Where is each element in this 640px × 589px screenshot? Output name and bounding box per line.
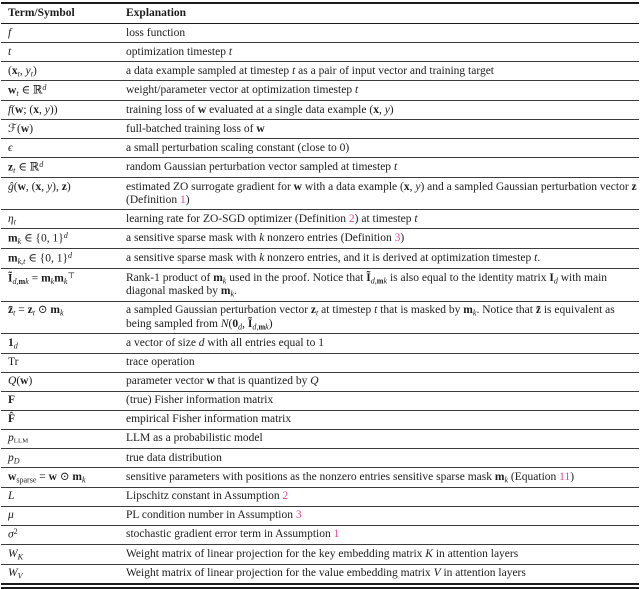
text-segment: z (61, 180, 67, 193)
text-segment: t (8, 45, 12, 58)
text-segment: k (25, 276, 29, 286)
text-segment: k (472, 308, 477, 318)
text-segment: ∈ ℝ (18, 84, 43, 97)
term-cell (1, 139, 126, 158)
text-segment: w (15, 103, 24, 116)
term-cell (1, 120, 126, 139)
text-segment: LLM as a probabilistic model (126, 432, 263, 445)
text-segment: in attention layers (432, 547, 519, 560)
term-cell (1, 487, 126, 506)
term-cell (1, 353, 126, 372)
text-segment: m (18, 276, 26, 286)
text-segment: t (13, 165, 16, 175)
explanation-cell (126, 301, 639, 334)
text-segment: η (8, 212, 14, 225)
text-segment: K (17, 551, 23, 561)
notation-table-body (1, 24, 639, 584)
text-segment: a data example sampled at timestep (126, 64, 293, 77)
text-segment: V (17, 571, 23, 581)
text-segment: x (373, 103, 379, 116)
text-segment: x (11, 64, 18, 77)
text-segment: w (8, 470, 17, 483)
text-segment: t (13, 216, 16, 226)
text-segment: 1 (8, 336, 14, 349)
table-row (1, 301, 639, 334)
text-segment: d (39, 159, 44, 169)
header-row (1, 3, 639, 24)
text-segment: k (383, 275, 388, 285)
text-segment: ∈ {0, 1} (25, 252, 68, 265)
text-segment: = (36, 470, 49, 483)
text-segment: k (259, 231, 265, 244)
text-segment: m (50, 304, 60, 317)
ref-link[interactable]: 2 (348, 212, 355, 225)
explanation-cell (126, 391, 639, 410)
text-segment: k (230, 289, 235, 299)
text-segment: t (354, 83, 359, 96)
text-segment: k (63, 276, 68, 286)
text-segment: ⊙ (34, 304, 51, 317)
table-row (1, 62, 639, 81)
text-segment: m (494, 470, 505, 483)
text-segment: t (228, 45, 233, 58)
text-segment: ĝ (8, 180, 14, 193)
text-segment: that is masked by (377, 304, 464, 317)
text-segment: nonzero entries, and it is derived at optimization timestep (264, 251, 535, 264)
text-segment: ( (16, 375, 21, 388)
text-segment: ) (185, 193, 190, 206)
text-segment: p (8, 451, 14, 464)
text-segment: true data distribution (126, 451, 222, 464)
text-segment: a small perturbation scaling constant (close to 0) (126, 141, 350, 154)
table-row (1, 525, 639, 545)
text-segment: that is quantized by (214, 375, 311, 388)
text-segment: 2 (13, 527, 18, 537)
text-segment: with all entries equal to 1 (204, 336, 324, 349)
text-segment: k (17, 236, 22, 246)
text-segment: at timestep (318, 304, 375, 317)
text-segment: sparse (16, 475, 37, 485)
table-row (1, 24, 639, 43)
explanation-cell (126, 410, 639, 429)
text-segment: w (206, 375, 215, 388)
text-segment: (true) Fisher information matrix (126, 394, 274, 407)
text-segment: y (415, 180, 421, 193)
text-segment: ( (228, 317, 233, 330)
explanation-cell (126, 449, 639, 468)
table-row (1, 468, 639, 487)
text-segment: y (25, 64, 31, 77)
explanation-cell (126, 429, 639, 448)
text-segment: , (19, 64, 26, 77)
text-segment: t (13, 308, 16, 318)
text-segment: d (198, 336, 205, 349)
text-segment: Lipschitz constant in Assumption (126, 490, 283, 503)
text-segment: a vector of size (126, 336, 199, 349)
term-cell (1, 372, 126, 391)
text-segment: ) (400, 231, 405, 244)
explanation-cell (126, 210, 639, 229)
text-segment: empirical Fisher information matrix (126, 413, 292, 426)
text-segment: ⊤ (67, 270, 75, 280)
table-row (1, 410, 639, 429)
text-segment: f (8, 103, 12, 116)
text-segment: m (41, 272, 51, 285)
text-segment: LLM (13, 437, 29, 445)
text-segment: z̄ (8, 304, 14, 317)
term-cell (1, 178, 126, 210)
text-segment: full-batched training loss of (126, 122, 257, 135)
text-segment: d (63, 230, 68, 240)
text-segment: N (220, 317, 229, 330)
text-segment: d (238, 321, 243, 331)
explanation-cell (126, 139, 639, 158)
text-segment: ; ( (23, 103, 34, 116)
ref-link[interactable]: 11 (559, 470, 571, 483)
text-segment: t (374, 304, 378, 317)
text-segment: . (234, 285, 237, 298)
text-segment: ) (389, 103, 394, 116)
text-segment: ) and a sampled Gaussian perturbation vector (420, 180, 632, 193)
text-segment: y (47, 180, 53, 193)
text-segment: d, (12, 276, 19, 286)
text-segment: m (54, 272, 64, 285)
text-segment: ϵ (8, 141, 13, 154)
notation-table-header (1, 3, 639, 24)
text-segment: ∈ ℝ (15, 161, 40, 174)
table-row (1, 545, 639, 564)
text-segment: w (197, 103, 207, 116)
text-segment: Weight matrix of linear projection for the key embedding matrix (126, 547, 426, 560)
text-segment: , (41, 180, 47, 193)
ref-link[interactable]: 3 (394, 231, 401, 244)
explanation-cell (126, 158, 639, 178)
text-segment: ⊙ (56, 470, 73, 483)
text-segment: x (35, 180, 42, 193)
text-segment: , (242, 317, 248, 330)
table-row (1, 353, 639, 372)
text-segment: w (8, 84, 17, 97)
term-cell (1, 210, 126, 229)
text-segment: , (378, 103, 385, 116)
explanation-cell (126, 525, 639, 545)
text-segment: f (8, 26, 12, 39)
text-segment: ℱ( (8, 122, 21, 135)
text-segment: z (8, 161, 14, 174)
table-row (1, 101, 639, 120)
text-segment: t (393, 160, 398, 173)
text-segment: ) (570, 470, 575, 483)
text-segment: , (409, 180, 416, 193)
text-segment: D (13, 455, 20, 465)
text-segment: m (220, 285, 231, 298)
text-segment: parameter vector (126, 375, 207, 388)
table-row (1, 120, 639, 139)
text-segment: = (28, 272, 42, 285)
explanation-cell (126, 120, 639, 139)
text-segment: is also equal to the identity matrix (387, 271, 550, 284)
text-segment: m (463, 304, 473, 317)
term-cell (1, 468, 126, 487)
text-segment: loss function (126, 26, 186, 39)
text-segment: Weight matrix of linear projection for the value embedding matrix (126, 567, 434, 580)
table-row (1, 229, 639, 249)
explanation-cell (126, 468, 639, 487)
table-row (1, 391, 639, 410)
explanation-cell (126, 269, 639, 302)
text-segment: trace operation (126, 356, 195, 369)
text-segment: t (316, 308, 319, 318)
text-segment: k (259, 251, 265, 264)
explanation-cell (126, 178, 639, 210)
text-segment: w (256, 122, 265, 135)
term-cell (1, 525, 126, 545)
ref-link[interactable]: 1 (333, 528, 340, 541)
text-segment: Ĩ (8, 272, 13, 285)
explanation-cell (126, 545, 639, 564)
text-segment: Q (8, 375, 17, 388)
text-segment: Ĩ (366, 271, 371, 284)
text-segment: w (293, 180, 302, 193)
text-segment: ), (52, 180, 62, 193)
text-segment: ) (66, 180, 71, 193)
text-segment: Q (310, 375, 319, 388)
text-segment: ) (29, 122, 34, 135)
explanation-cell (126, 506, 639, 525)
text-segment: t (17, 68, 20, 78)
text-segment: sensitive parameters with positions as the nonzero entries sensitive sparse mask (126, 470, 495, 483)
explanation-cell (126, 249, 639, 269)
text-segment: PL condition number in Assumption (126, 509, 296, 522)
text-segment: ) (28, 375, 33, 388)
text-segment: as a pair of input vector and training target (295, 64, 494, 77)
text-segment: training loss of (126, 103, 198, 116)
text-segment: d (67, 250, 73, 260)
term-cell (1, 545, 126, 564)
text-segment: t (16, 88, 19, 98)
table-row (1, 449, 639, 468)
table-row (1, 210, 639, 229)
text-segment: is equivalent as being sampled from (126, 304, 615, 330)
text-segment: z̄ (535, 304, 541, 317)
text-segment: weight/parameter vector at optimization timestep (126, 83, 355, 96)
table-row (1, 158, 639, 178)
explanation-cell (126, 229, 639, 249)
text-segment: nonzero entries (Definition (264, 231, 395, 244)
text-segment: t (30, 68, 33, 78)
table-row (1, 269, 639, 302)
text-segment: in attention layers (440, 567, 526, 580)
text-segment: K (425, 547, 433, 560)
text-segment: random Gaussian perturbation vector sampled at timestep (126, 160, 394, 173)
text-segment: k (81, 475, 86, 485)
text-segment: ∈ {0, 1} (21, 232, 64, 245)
text-segment: Rank-1 product of (126, 271, 214, 284)
explanation-cell (126, 487, 639, 506)
table-row (1, 429, 639, 448)
text-segment: ( (13, 180, 18, 193)
text-segment: optimization timestep (126, 45, 229, 58)
explanation-cell (126, 101, 639, 120)
notation-table (1, 2, 639, 585)
text-segment: F (8, 394, 16, 407)
term-cell (1, 249, 126, 269)
explanation-cell (126, 372, 639, 391)
text-segment: k (59, 308, 64, 318)
text-segment: with main diagonal masked by (126, 271, 608, 298)
text-segment: (Equation (508, 470, 560, 483)
text-segment: k (222, 275, 227, 285)
explanation-cell (126, 81, 639, 101)
explanation-cell (126, 334, 639, 353)
explanation-cell (126, 62, 639, 81)
text-segment: k,t (17, 256, 26, 266)
text-segment: m (8, 232, 18, 245)
text-segment: d (42, 82, 47, 92)
text-segment: V (433, 567, 441, 580)
header-explanation: Explanation (126, 3, 639, 24)
text-segment: z (631, 180, 637, 193)
term-cell (1, 229, 126, 249)
text-segment: y (384, 103, 390, 116)
term-cell (1, 62, 126, 81)
text-segment: I (549, 271, 554, 284)
text-segment: = (15, 304, 28, 317)
term-cell (1, 81, 126, 101)
text-segment: learning rate for ZO-SGD optimizer (Definition (126, 212, 349, 225)
table-row (1, 43, 639, 62)
text-segment: m (8, 252, 18, 265)
explanation-cell (126, 43, 639, 62)
text-segment: t (534, 251, 538, 264)
table-row (1, 139, 639, 158)
ref-link[interactable]: 2 (282, 490, 289, 503)
text-segment: t (32, 308, 35, 318)
text-segment: w (20, 122, 30, 135)
text-segment: x (403, 180, 410, 193)
text-segment: x (33, 103, 40, 116)
table-row (1, 564, 639, 584)
text-segment: m (258, 321, 266, 331)
term-cell (1, 449, 126, 468)
text-segment: t (414, 212, 418, 225)
text-segment: ) at timestep (354, 212, 415, 225)
text-segment: estimated ZO surrogate gradient for (126, 180, 294, 193)
text-segment: . (537, 251, 541, 264)
explanation-cell (126, 564, 639, 584)
text-segment: , (39, 103, 45, 116)
table-row (1, 372, 639, 391)
text-segment: W (8, 567, 18, 580)
text-segment: ) (32, 64, 37, 77)
text-segment: (Definition (126, 193, 180, 206)
explanation-cell (126, 24, 639, 43)
text-segment: a sensitive sparse mask with (126, 231, 260, 244)
text-segment: μ (8, 509, 14, 522)
text-segment: y (44, 103, 50, 116)
table-row (1, 81, 639, 101)
text-segment: w (48, 470, 57, 483)
text-segment: used in the proof. Notice that (226, 271, 367, 284)
table-row (1, 334, 639, 353)
text-segment: d (553, 275, 558, 285)
text-segment: k (265, 321, 269, 331)
term-cell (1, 301, 126, 334)
text-segment: d (13, 341, 18, 351)
term-cell (1, 429, 126, 448)
text-segment: p (8, 432, 14, 445)
text-segment: t (292, 64, 296, 77)
text-segment: m (376, 275, 384, 285)
text-segment: a sampled Gaussian perturbation vector (126, 304, 311, 317)
table-row (1, 506, 639, 525)
text-segment: w (17, 180, 26, 193)
table-row (1, 178, 639, 210)
text-segment: stochastic gradient error term in Assumption (126, 528, 334, 541)
text-segment: )) (49, 103, 58, 116)
table-row (1, 249, 639, 269)
term-cell (1, 43, 126, 62)
text-segment: ( (8, 64, 12, 77)
text-segment: with a data example ( (301, 180, 404, 193)
text-segment: L (8, 490, 15, 503)
term-cell (1, 506, 126, 525)
term-cell (1, 391, 126, 410)
term-cell (1, 564, 126, 584)
term-cell (1, 334, 126, 353)
text-segment: Ĩ (247, 317, 253, 330)
text-segment: evaluated at a single data example ( (206, 103, 374, 116)
term-cell (1, 101, 126, 120)
term-cell (1, 410, 126, 429)
text-segment: k (50, 276, 55, 286)
text-segment: , ( (25, 180, 36, 193)
text-segment: a sensitive sparse mask with (126, 251, 260, 264)
ref-link[interactable]: 3 (295, 509, 302, 522)
explanation-cell (126, 353, 639, 372)
text-segment: W (8, 547, 18, 560)
text-segment: m (72, 470, 82, 483)
header-term-symbol: Term/Symbol (1, 3, 126, 24)
text-segment: k (504, 475, 509, 485)
table-row (1, 487, 639, 506)
text-segment: m (213, 271, 223, 284)
text-segment: d, (252, 321, 259, 331)
text-segment: z (27, 304, 33, 317)
ref-link[interactable]: 1 (179, 193, 186, 206)
text-segment: F̂ (8, 413, 16, 426)
text-segment: w (20, 375, 29, 388)
term-cell (1, 24, 126, 43)
term-cell (1, 158, 126, 178)
text-segment: ( (11, 103, 16, 116)
text-segment: σ (8, 528, 14, 541)
text-segment: 0 (232, 317, 239, 330)
text-segment: . Notice that (476, 304, 536, 317)
text-segment: ) (268, 317, 273, 330)
term-cell (1, 269, 126, 302)
text-segment: d, (370, 275, 377, 285)
text-segment: z (310, 304, 317, 317)
text-segment: Tr (8, 356, 19, 369)
